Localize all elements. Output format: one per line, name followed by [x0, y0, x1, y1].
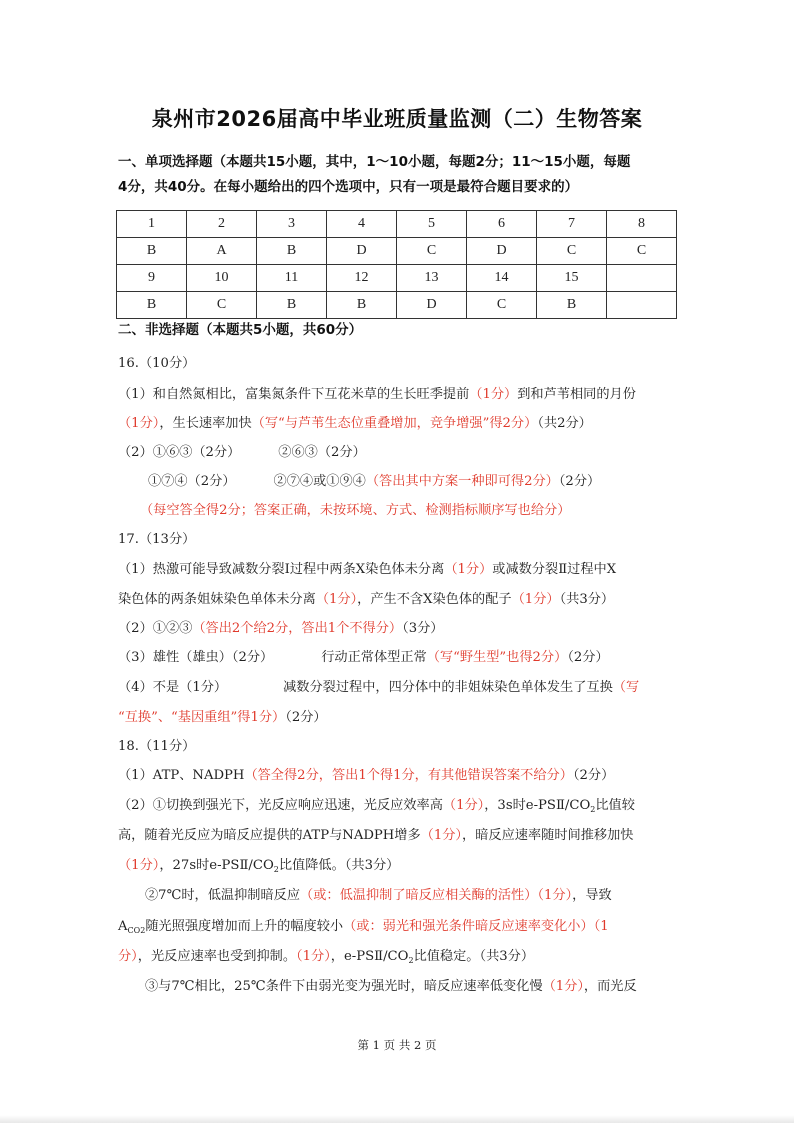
q16-line: ①⑦④（2分） ②⑦④或①⑨④（答出其中方案一种即可得2分）（2分） — [148, 474, 601, 489]
section-one-line: 4分，共40分。在每小题给出的四个选项中，只有一项是最符合题目要求的） — [118, 179, 579, 195]
table-cell: B — [257, 292, 327, 319]
q16-line: （1）和自然氮相比，富集氮条件下互花米草的生长旺季提前（1分）到和芦苇相同的月份 — [118, 387, 636, 402]
q18-line: 高，随着光反应为暗反应提供的ATP与NADPH增多（1分），暗反应速率随时间推移加快 — [118, 828, 634, 843]
q16-heading: 16.（10分） — [118, 356, 196, 371]
table-cell: D — [467, 238, 537, 265]
table-cell: B — [257, 238, 327, 265]
table-cell: 4 — [327, 211, 397, 238]
table-cell: 3 — [257, 211, 327, 238]
q16-line: （1分），生长速率加快（写“与芦苇生态位重叠增加，竞争增强”得2分）（共2分） — [118, 416, 592, 431]
q16-line: （2）①⑥③（2分） ②⑥③（2分） — [118, 445, 366, 460]
table-cell: C — [397, 238, 467, 265]
table-cell: C — [537, 238, 607, 265]
q17-line: （3）雄性（雄虫）（2分） 行动正常体型正常（写“野生型”也得2分）（2分） — [118, 650, 609, 665]
section-two-heading: 二、非选择题（本题共5小题，共60分） — [118, 322, 363, 338]
table-cell: 11 — [257, 265, 327, 292]
table-row — [117, 238, 677, 265]
page-title: 泉州市2026届高中毕业班质量监测（二）生物答案 — [151, 107, 643, 131]
table-cell: D — [327, 238, 397, 265]
table-cell: 5 — [397, 211, 467, 238]
table-cell: B — [117, 238, 187, 265]
table-cell: C — [187, 292, 257, 319]
table-row — [117, 211, 677, 238]
table-cell: 8 — [607, 211, 677, 238]
table-cell: 7 — [537, 211, 607, 238]
q17-line: 染色体的两条姐妹染色单体未分离（1分），产生不含X染色体的配子（1分）（共3分） — [118, 592, 615, 607]
q18-heading: 18.（11分） — [118, 739, 196, 754]
page-number: 第 1 页 共 2 页 — [357, 1038, 437, 1052]
q17-line: “互换”、“基因重组”得1分）（2分） — [118, 710, 327, 725]
table-cell: 9 — [117, 265, 187, 292]
q18-line: ②7℃时，低温抑制暗反应（或：低温抑制了暗反应相关酶的活性）（1分），导致 — [145, 888, 612, 903]
table-cell: 12 — [327, 265, 397, 292]
table-cell: 6 — [467, 211, 537, 238]
table-cell: A — [187, 238, 257, 265]
table-cell: C — [607, 238, 677, 265]
table-cell: 2 — [187, 211, 257, 238]
section-one-heading — [118, 150, 688, 200]
q18-line: （2）①切换到强光下，光反应响应迅速，光反应效率高（1分），3s时$e-PSⅡ/CO_2$比值较 — [118, 798, 635, 814]
page-edge — [0, 1115, 794, 1123]
section-one-line: 一、单项选择题（本题共15小题，其中，1～10小题，每题2分；11～15小题，每题 — [118, 154, 631, 170]
q18-line: （1分），27s时$e-PSⅡ/CO_2$比值降低。（共3分） — [118, 858, 400, 874]
table-cell: B — [537, 292, 607, 319]
table-row — [117, 265, 677, 292]
q16-scoring-note: （每空答全得2分；答案正确，未按环境、方式、检测指标顺序写也给分） — [140, 503, 571, 518]
q18-line: $A_{CO2}$随光照强度增加而上升的幅度较小（或：弱光和强光条件暗反应速率变化小）（1 — [118, 919, 609, 935]
q18-line: ③与7℃相比，25℃条件下由弱光变为强光时，暗反应速率低变化慢（1分），而光反 — [145, 979, 637, 994]
q17-heading: 17.（13分） — [118, 532, 196, 547]
table-cell: C — [467, 292, 537, 319]
q18-line: （1）ATP、NADPH（答全得2分，答出1个得1分，有其他错误答案不给分）（2分） — [118, 768, 615, 783]
table-row — [117, 292, 677, 319]
table-cell: B — [327, 292, 397, 319]
answer-table — [116, 210, 677, 319]
q17-line: （4）不是（1分） 减数分裂过程中，四分体中的非姐妹染色单体发生了互换（写 — [118, 680, 640, 695]
q17-line: （1）热激可能导致减数分裂Ⅰ过程中两条X染色体未分离（1分）或减数分裂Ⅱ过程中X — [118, 562, 617, 577]
table-cell: D — [397, 292, 467, 319]
table-cell: B — [117, 292, 187, 319]
table-cell: 10 — [187, 265, 257, 292]
table-cell: 1 — [117, 211, 187, 238]
q17-line: （2）①②③（答出2个给2分，答出1个不得分）（3分） — [118, 621, 444, 636]
q18-line: 分），光反应速率也受到抑制。（1分），$e-PSⅡ/CO_2$比值稳定。（共3分） — [118, 949, 535, 965]
table-cell: 13 — [397, 265, 467, 292]
table-cell — [607, 292, 677, 319]
table-cell: 15 — [537, 265, 607, 292]
table-cell — [607, 265, 677, 292]
table-cell: 14 — [467, 265, 537, 292]
